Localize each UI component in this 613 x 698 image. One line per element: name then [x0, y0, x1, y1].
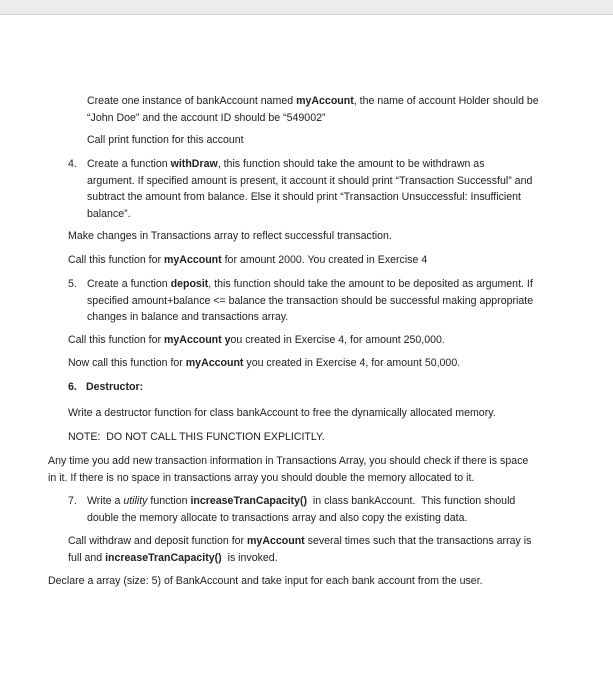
list-item-utility	[87, 493, 515, 526]
list-number: 5.	[68, 278, 77, 290]
text-span: several times such that the transactions array is	[304, 535, 532, 547]
bold-text: myAccount	[185, 357, 244, 369]
text-span: Create a function	[87, 278, 171, 290]
bold-text: myAccount y	[163, 334, 231, 346]
paragraph-call-print: Call print function for this account	[87, 134, 244, 146]
paragraph-note: NOTE: DO NOT CALL THIS FUNCTION EXPLICITLY.	[68, 431, 325, 443]
paragraph-call-withdraw-deposit	[68, 533, 531, 566]
paragraph-line	[68, 550, 531, 567]
paragraph-line: “John Doe” and the account ID should be “549002”	[87, 111, 326, 124]
paragraph-call-deposit	[68, 332, 445, 349]
paragraph-line: argument. If specified amount is present, it account it should print “Transaction Successful” and	[87, 174, 533, 187]
text-span: ou created in Exercise 4, for amount 250,000.	[230, 334, 445, 346]
paragraph-line	[87, 276, 533, 293]
list-number: 7.	[68, 495, 77, 507]
paragraph-any-time	[48, 453, 528, 486]
paragraph-write-destructor: Write a destructor function for class bankAccount to free the dynamically allocated memory.	[68, 407, 496, 419]
text-span: in class bankAccount. This function should	[307, 495, 516, 507]
text-span: Call withdraw and deposit function for	[68, 535, 248, 547]
paragraph-line	[87, 493, 515, 510]
paragraph-line	[87, 156, 532, 173]
paragraph-make-changes: Make changes in Transactions array to reflect successful transaction.	[68, 230, 392, 242]
list-item-withdraw	[87, 156, 532, 222]
text-span: , the name of account Holder should be	[353, 95, 539, 107]
heading-destructor: Destructor:	[86, 381, 144, 393]
italic-text: utility	[123, 495, 148, 507]
paragraph-line: balance”.	[87, 207, 131, 220]
paragraph-line: subtract the amount from balance. Else it should print “Transaction Unsuccessful: Insufficient	[87, 191, 521, 203]
paragraph-line: specified amount+balance <= balance the transaction should be successful making appropriate	[87, 294, 534, 307]
text-span: Create one instance of bankAccount named	[87, 95, 297, 107]
text-span: Call this function for	[68, 334, 164, 346]
bold-text: myAccount	[163, 254, 222, 266]
paragraph-line: in it. If there is no space in transactions array you should double the memory allocated to it.	[48, 471, 475, 484]
paragraph-create-instance	[87, 93, 539, 126]
list-number: 4.	[68, 158, 77, 170]
paragraph-line: double the memory allocate to transactions array and also copy the existing data.	[87, 511, 468, 524]
text-span: is invoked.	[221, 551, 278, 564]
list-number: 6.	[68, 381, 77, 393]
paragraph-line	[87, 93, 539, 110]
bold-text: withDraw	[170, 158, 218, 170]
paragraph-line: changes in balance and transactions array.	[87, 311, 289, 323]
viewer-top-bar	[0, 0, 613, 15]
text-span: , this function should take the amount to be deposited as argument. If	[208, 278, 533, 290]
text-span: Write a	[87, 495, 124, 507]
text-span: Create a function	[87, 158, 171, 170]
paragraph-now-call	[68, 355, 460, 372]
paragraph-line: Any time you add new transaction information in Transactions Array, you should check if there is space	[48, 455, 529, 467]
document-page	[0, 15, 613, 698]
bold-text: myAccount	[296, 95, 354, 107]
bold-text: increaseTranCapacity()	[190, 495, 308, 507]
bold-text: deposit	[170, 278, 209, 290]
text-span: for amount 2000. You created in Exercise 4	[221, 254, 428, 266]
text-span: , this function should take the amount to be withdrawn as	[217, 158, 485, 170]
text-span: you created in Exercise 4, for amount 50,000.	[243, 357, 461, 369]
paragraph-declare-array: Declare a array (size: 5) of BankAccount and take input for each bank account from the user.	[48, 575, 483, 587]
list-item-deposit	[87, 276, 533, 326]
text-span: Now call this function for	[68, 357, 186, 369]
paragraph-line	[68, 533, 531, 550]
bold-text: myAccount	[247, 535, 305, 547]
text-span: full and	[68, 551, 106, 564]
text-span: Call this function for	[68, 254, 164, 266]
bold-text: increaseTranCapacity()	[105, 551, 222, 564]
paragraph-call-withdraw	[68, 252, 427, 269]
text-span: function	[147, 495, 191, 507]
